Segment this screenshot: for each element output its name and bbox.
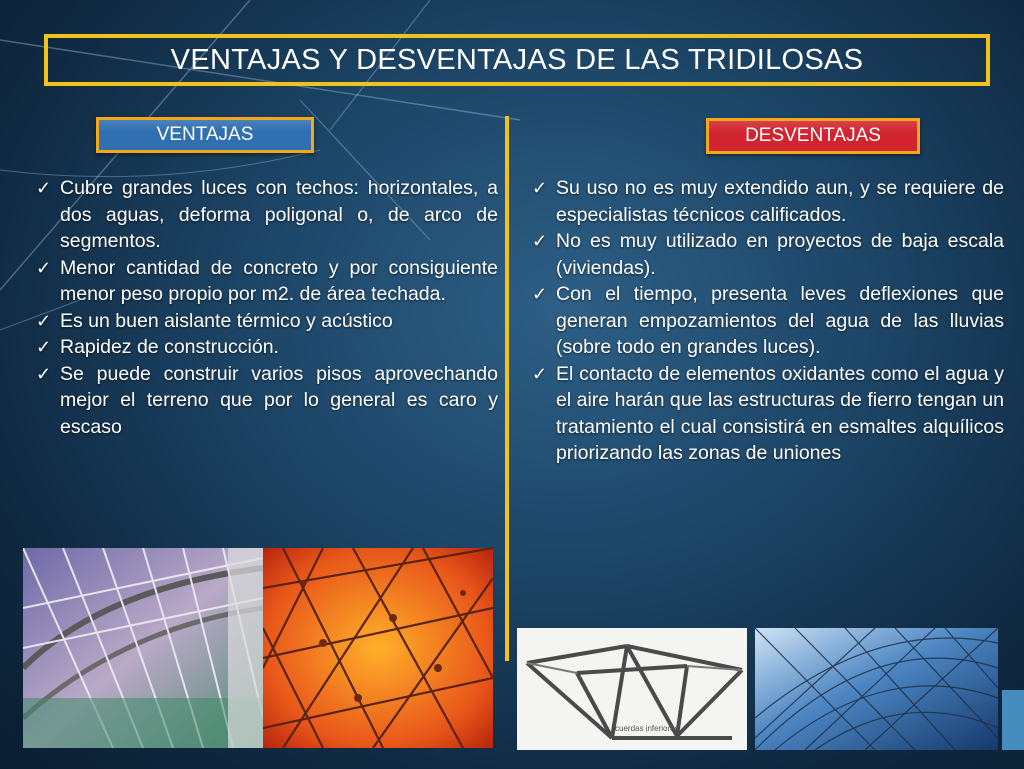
column-divider (505, 116, 509, 661)
list-item: ✓ Con el tiempo, presenta leves deflexiones que generan empozamientos del agua de las lluvias (sobre todo en grandes luces). (532, 283, 1004, 358)
page-title: VENTAJAS Y DESVENTAJAS DE LAS TRIDILOSAS (170, 43, 864, 76)
list-item: ✓ Su uso no es muy extendido aun, y se requiere de especialistas técnicos calificados. (532, 177, 1004, 226)
list-item: ✓ Rapidez de construcción. (34, 334, 498, 361)
title-box (44, 34, 990, 86)
glass-dome-photo (755, 628, 998, 750)
checkmark-icon: ✓ (532, 284, 548, 304)
checkmark-icon: ✓ (36, 363, 52, 384)
desventajas-label: DESVENTAJAS (706, 118, 920, 154)
checkmark-icon: ✓ (532, 363, 548, 384)
ventajas-list (34, 175, 498, 440)
checkmark-icon: ✓ (36, 310, 52, 331)
list-item: ✓ Menor cantidad de concreto y por consiguiente menor peso propio por m2. de área techada. (36, 256, 498, 305)
checkmark-icon: ✓ (36, 257, 52, 278)
diagram-caption: cuerdas inferiores (615, 724, 679, 733)
checkmark-icon: ✓ (36, 178, 52, 198)
list-item: ✓ Se puede construir varios pisos aprovechando mejor el terreno que por lo general es caro y escaso (36, 362, 498, 438)
orange-space-frame-photo (263, 548, 493, 748)
checkmark-icon: ✓ (36, 337, 52, 357)
checkmark-icon: ✓ (532, 178, 548, 198)
ventajas-label: VENTAJAS (96, 117, 314, 153)
list-item: ✓ Cubre grandes luces con techos: horizontales, a dos aguas, deforma poligonal o, de arco de segmentos. (36, 177, 498, 252)
space-truss-diagram-image (517, 628, 747, 750)
space-frame-roof-photo (23, 548, 263, 748)
list-item: ✓ El contacto de elementos oxidantes como el agua y el aire harán que las estructuras de fierro tengan un tratamiento el cual consistirá en esmaltes alquílicos priorizando las zonas de uniones (532, 362, 1004, 464)
list-item: ✓ Es un buen aislante térmico y acústico (34, 308, 498, 335)
checkmark-icon: ✓ (532, 231, 548, 251)
list-item: ✓ No es muy utilizado en proyectos de baja escala (viviendas). (532, 230, 1004, 279)
desventajas-list (530, 175, 1004, 467)
